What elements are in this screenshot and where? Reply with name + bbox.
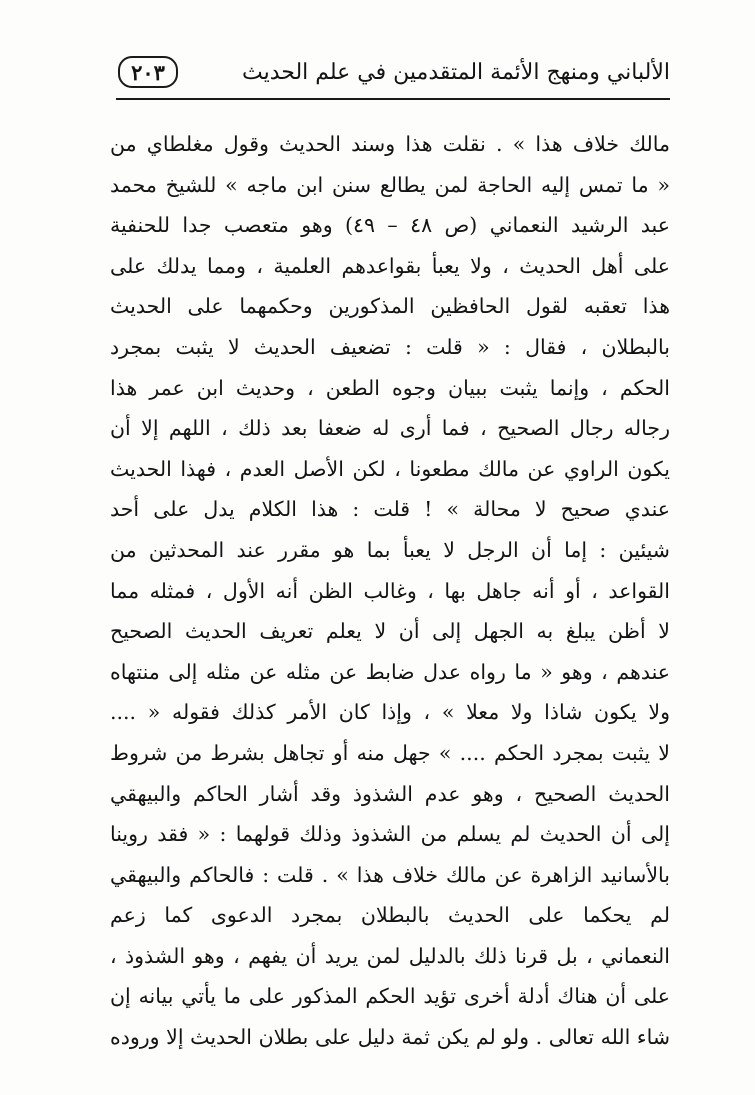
running-title: الألباني ومنهج الأئمة المتقدمين في علم الحديث — [241, 60, 670, 85]
body-text — [110, 124, 670, 1058]
page-number-text: ٢٠٣ — [131, 59, 165, 85]
text-line: لا أظن يبلغ به الجهل إلى أن لا يعلم تعريف الحديث الصحيح — [110, 619, 670, 644]
page-number — [118, 56, 178, 88]
text-line: على أن هناك أدلة أخرى تؤيد الحكم المذكور على ما يأتي بيانه إن — [110, 984, 670, 1009]
text-line: النعماني ، بل قرنا ذلك بالدليل لمن يريد أن يفهم ، وهو الشذوذ ، — [110, 943, 670, 968]
text-line: هذا تعقبه لقول الحافظين المذكورين وحكمهما على الحديث — [110, 294, 670, 319]
text-line: الحديث الصحيح ، وهو عدم الشذوذ وقد أشار الحاكم والبيهقي — [110, 781, 670, 806]
text-line: الحكم ، وإنما يثبت ببيان وجوه الطعن ، وحديث ابن عمر هذا — [110, 375, 670, 400]
text-line: مالك خلاف هذا » . نقلت هذا وسند الحديث وقول مغلطاي من — [110, 132, 670, 156]
text-line: لم يحكما على الحديث بالبطلان بمجرد الدعوى كما زعم — [110, 903, 670, 928]
text-line: بالبطلان ، فقال : « قلت : تضعيف الحديث لا يثبت بمجرد — [110, 334, 670, 359]
text-line: لا يثبت بمجرد الحكم .... » جهل منه أو تجاهل بشرط من شروط — [110, 740, 670, 765]
text-line: إلى أن الحديث لم يسلم من الشذوذ وذلك قولهما : « فقد روينا — [110, 822, 670, 847]
text-line: عبد الرشيد النعماني (ص ٤٨ – ٤٩) وهو متعصب جدا للحنفية — [110, 213, 670, 238]
text-line: ولا يكون شاذا ولا معلا » ، وإذا كان الأمر كذلك فقوله « .... — [110, 700, 670, 725]
text-line: « ما تمس إليه الحاجة لمن يطالع سنن ابن ماجه » للشيخ محمد — [110, 172, 670, 197]
text-line: شيئين : إما أن الرجل لا يعبأ بما هو مقرر عند المحدثين من — [110, 537, 670, 562]
text-line: على أهل الحديث ، ولا يعبأ بقواعدهم العلمية ، ومما يدلك على — [110, 253, 670, 278]
text-line: عندهم ، وهو « ما رواه عدل ضابط عن مثله عن مثله إلى منتهاه — [110, 659, 670, 684]
text-line: عندي صحيح لا محالة » ! قلت : هذا الكلام يدل على أحد — [110, 497, 670, 522]
text-line: شاء الله تعالى . ولو لم يكن ثمة دليل على بطلان الحديث إلا وروده — [110, 1025, 670, 1050]
header-divider — [116, 98, 670, 100]
text-line: القواعد ، أو أنه جاهل بها ، وغالب الظن أنه الأول ، فمثله مما — [110, 578, 670, 603]
text-line: بالأسانيد الزاهرة عن مالك خلاف هذا » . قلت : فالحاكم والبيهقي — [110, 862, 670, 887]
text-line: يكون الراوي عن مالك مطعونا ، لكن الأصل العدم ، فهذا الحديث — [110, 456, 670, 481]
page-header — [112, 52, 670, 96]
text-line: رجاله رجال الصحيح ، فما أرى له ضعفا بعد ذلك ، اللهم إلا أن — [110, 416, 670, 441]
